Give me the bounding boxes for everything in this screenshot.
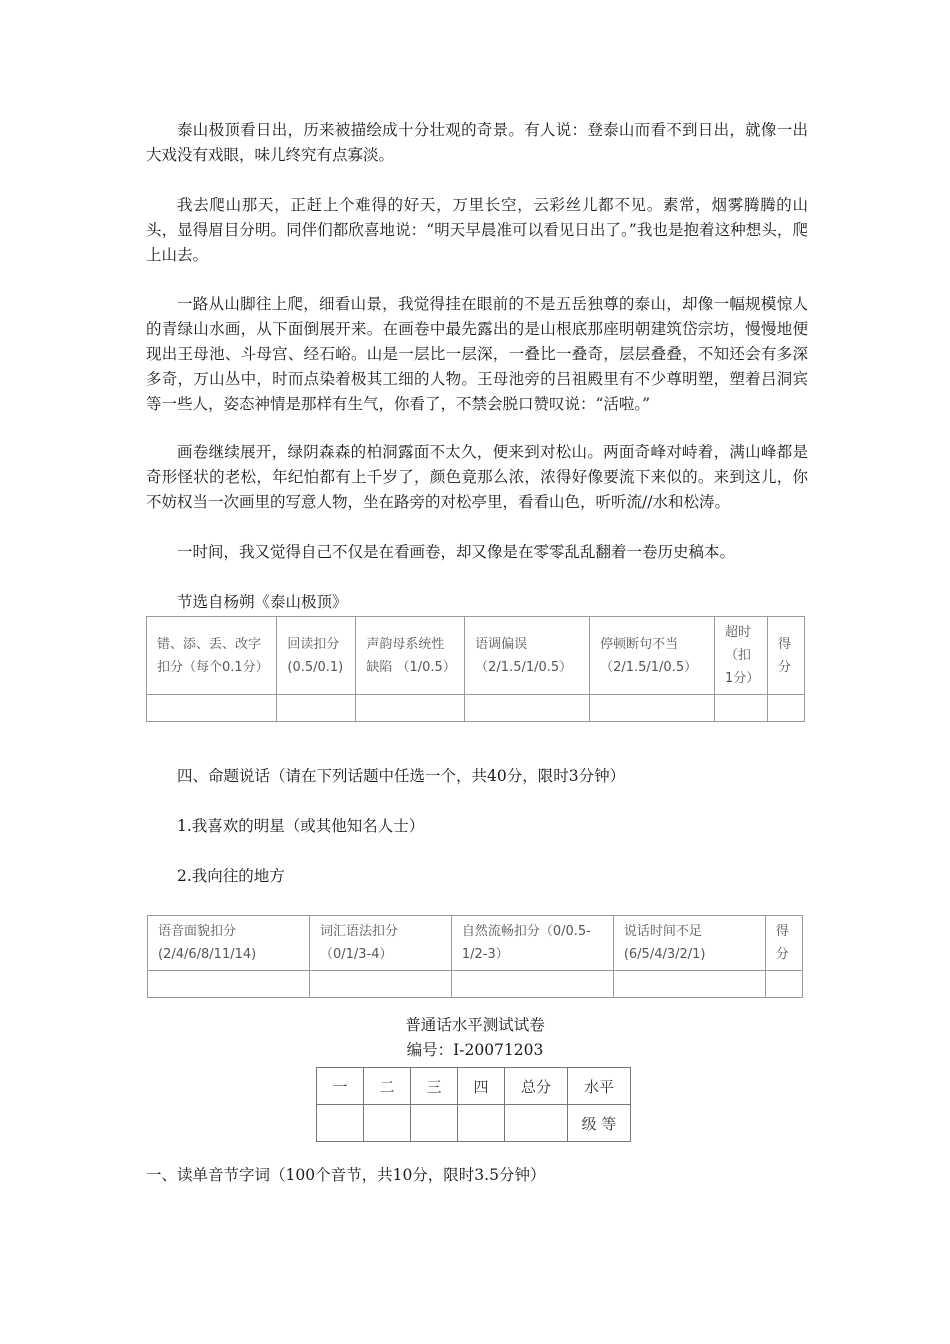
speaking-score-table (147, 915, 803, 998)
table-header-cell: 回读扣分(0.5/0.1) (277, 617, 356, 695)
total-score-header: 总分 (505, 1068, 568, 1105)
table-header-cell: 错、添、丢、改字扣分（每个0.1分） (147, 617, 277, 695)
topic-2: 2.我向往的地方 (177, 867, 285, 885)
table-row (148, 971, 803, 998)
table-header-cell: 语音面貌扣分(2/4/6/8/11/14) (148, 916, 310, 971)
score-cell[interactable] (590, 695, 715, 722)
table-row (317, 1068, 631, 1105)
section-1-heading: 一、读单音节字词（100个音节，共10分，限时3.5分钟） (146, 1166, 546, 1184)
table-header-cell: 词汇语法扣分 （0/1/3-4） (309, 916, 451, 971)
table-row (148, 916, 803, 971)
section-4-header: 四 (458, 1068, 505, 1105)
section-4-heading: 四、命题说话（请在下列话题中任选一个，共40分，限时3分钟） (177, 767, 626, 785)
passage-paragraph-1: 泰山极顶看日出，历来被描绘成十分壮观的奇景。有人说：登泰山而看不到日出，就像一出大戏没有戏眼，味儿终究有点寡淡。 (146, 121, 808, 164)
score-cell[interactable] (767, 695, 804, 722)
table-header-cell: 声韵母系统性缺陷 （1/0.5） (356, 617, 465, 695)
score-cell[interactable] (317, 1105, 364, 1142)
table-header-cell: 自然流畅扣分（0/0.5-1/2-3） (451, 916, 613, 971)
table-row (317, 1105, 631, 1142)
passage-paragraph-4: 画卷继续展开，绿阴森森的柏洞露面不太久，便来到对松山。两面奇峰对峙着，满山峰都是奇形怪状的老松，年纪怕都有上千岁了，颜色竟那么浓，浓得好像要流下来似的。来到这儿，你不妨权当一次画里的写意人物，坐在路旁的对松亭里，看看山色，听听流//水和松涛。 (146, 443, 808, 511)
table-header-cell: 语调偏误 （2/1.5/1/0.5） (465, 617, 590, 695)
level-summary-table (316, 1067, 631, 1142)
score-cell[interactable] (458, 1105, 505, 1142)
total-score-cell[interactable] (505, 1105, 568, 1142)
table-header-cell: 停顿断句不当 （2/1.5/1/0.5） (590, 617, 715, 695)
table-header-cell: 得分 (765, 916, 802, 971)
score-cell[interactable] (309, 971, 451, 998)
passage-source: 节选自杨朔《泰山极顶》 (177, 593, 348, 611)
table-header-cell: 说话时间不足(6/5/4/3/2/1) (613, 916, 765, 971)
score-cell[interactable] (465, 695, 590, 722)
table-header-cell: 得分 (767, 617, 804, 695)
table-row (147, 617, 805, 695)
score-cell[interactable] (613, 971, 765, 998)
score-cell[interactable] (411, 1105, 458, 1142)
exam-title: 普通话水平测试试卷 (405, 1016, 545, 1034)
passage-paragraph-5: 一时间，我又觉得自己不仅是在看画卷，却又像是在零零乱乱翻着一卷历史稿本。 (177, 543, 736, 561)
section-2-header: 二 (364, 1068, 411, 1105)
table-header-cell: 超时（扣1分） (715, 617, 768, 695)
section-3-header: 三 (411, 1068, 458, 1105)
section-1-header: 一 (317, 1068, 364, 1105)
score-cell[interactable] (148, 971, 310, 998)
score-cell[interactable] (765, 971, 802, 998)
score-cell[interactable] (364, 1105, 411, 1142)
passage-paragraph-3: 一路从山脚往上爬，细看山景，我觉得挂在眼前的不是五岳独尊的泰山，却像一幅规模惊人的青绿山水画，从下面倒展开来。在画卷中最先露出的是山根底那座明朝建筑岱宗坊，慢慢地便现出王母池、斗母宫、经石峪。山是一层比一层深，一叠比一叠奇，层层叠叠，不知还会有多深多奇，万山丛中，时而点染着极其工细的人物。王母池旁的吕祖殿里有不少尊明塑，塑着吕洞宾等一些人，姿态神情是那样有生气，你看了，不禁会脱口赞叹说：“活啦。” (146, 295, 808, 413)
table-row (147, 695, 805, 722)
reading-score-table (146, 616, 805, 722)
score-cell[interactable] (277, 695, 356, 722)
score-cell[interactable] (356, 695, 465, 722)
exam-number: 编号：I-20071203 (406, 1041, 544, 1059)
grade-label: 级 等 (568, 1105, 631, 1142)
score-cell[interactable] (451, 971, 613, 998)
topic-1: 1.我喜欢的明星（或其他知名人士） (177, 817, 425, 835)
passage-paragraph-2: 我去爬山那天，正赶上个难得的好天，万里长空，云彩丝儿都不见。素常，烟雾腾腾的山头，显得眉目分明。同伴们都欣喜地说：“明天早晨准可以看见日出了。”我也是抱着这种想头，爬上山去。 (146, 196, 808, 264)
score-cell[interactable] (715, 695, 768, 722)
score-cell[interactable] (147, 695, 277, 722)
level-header: 水平 (568, 1068, 631, 1105)
